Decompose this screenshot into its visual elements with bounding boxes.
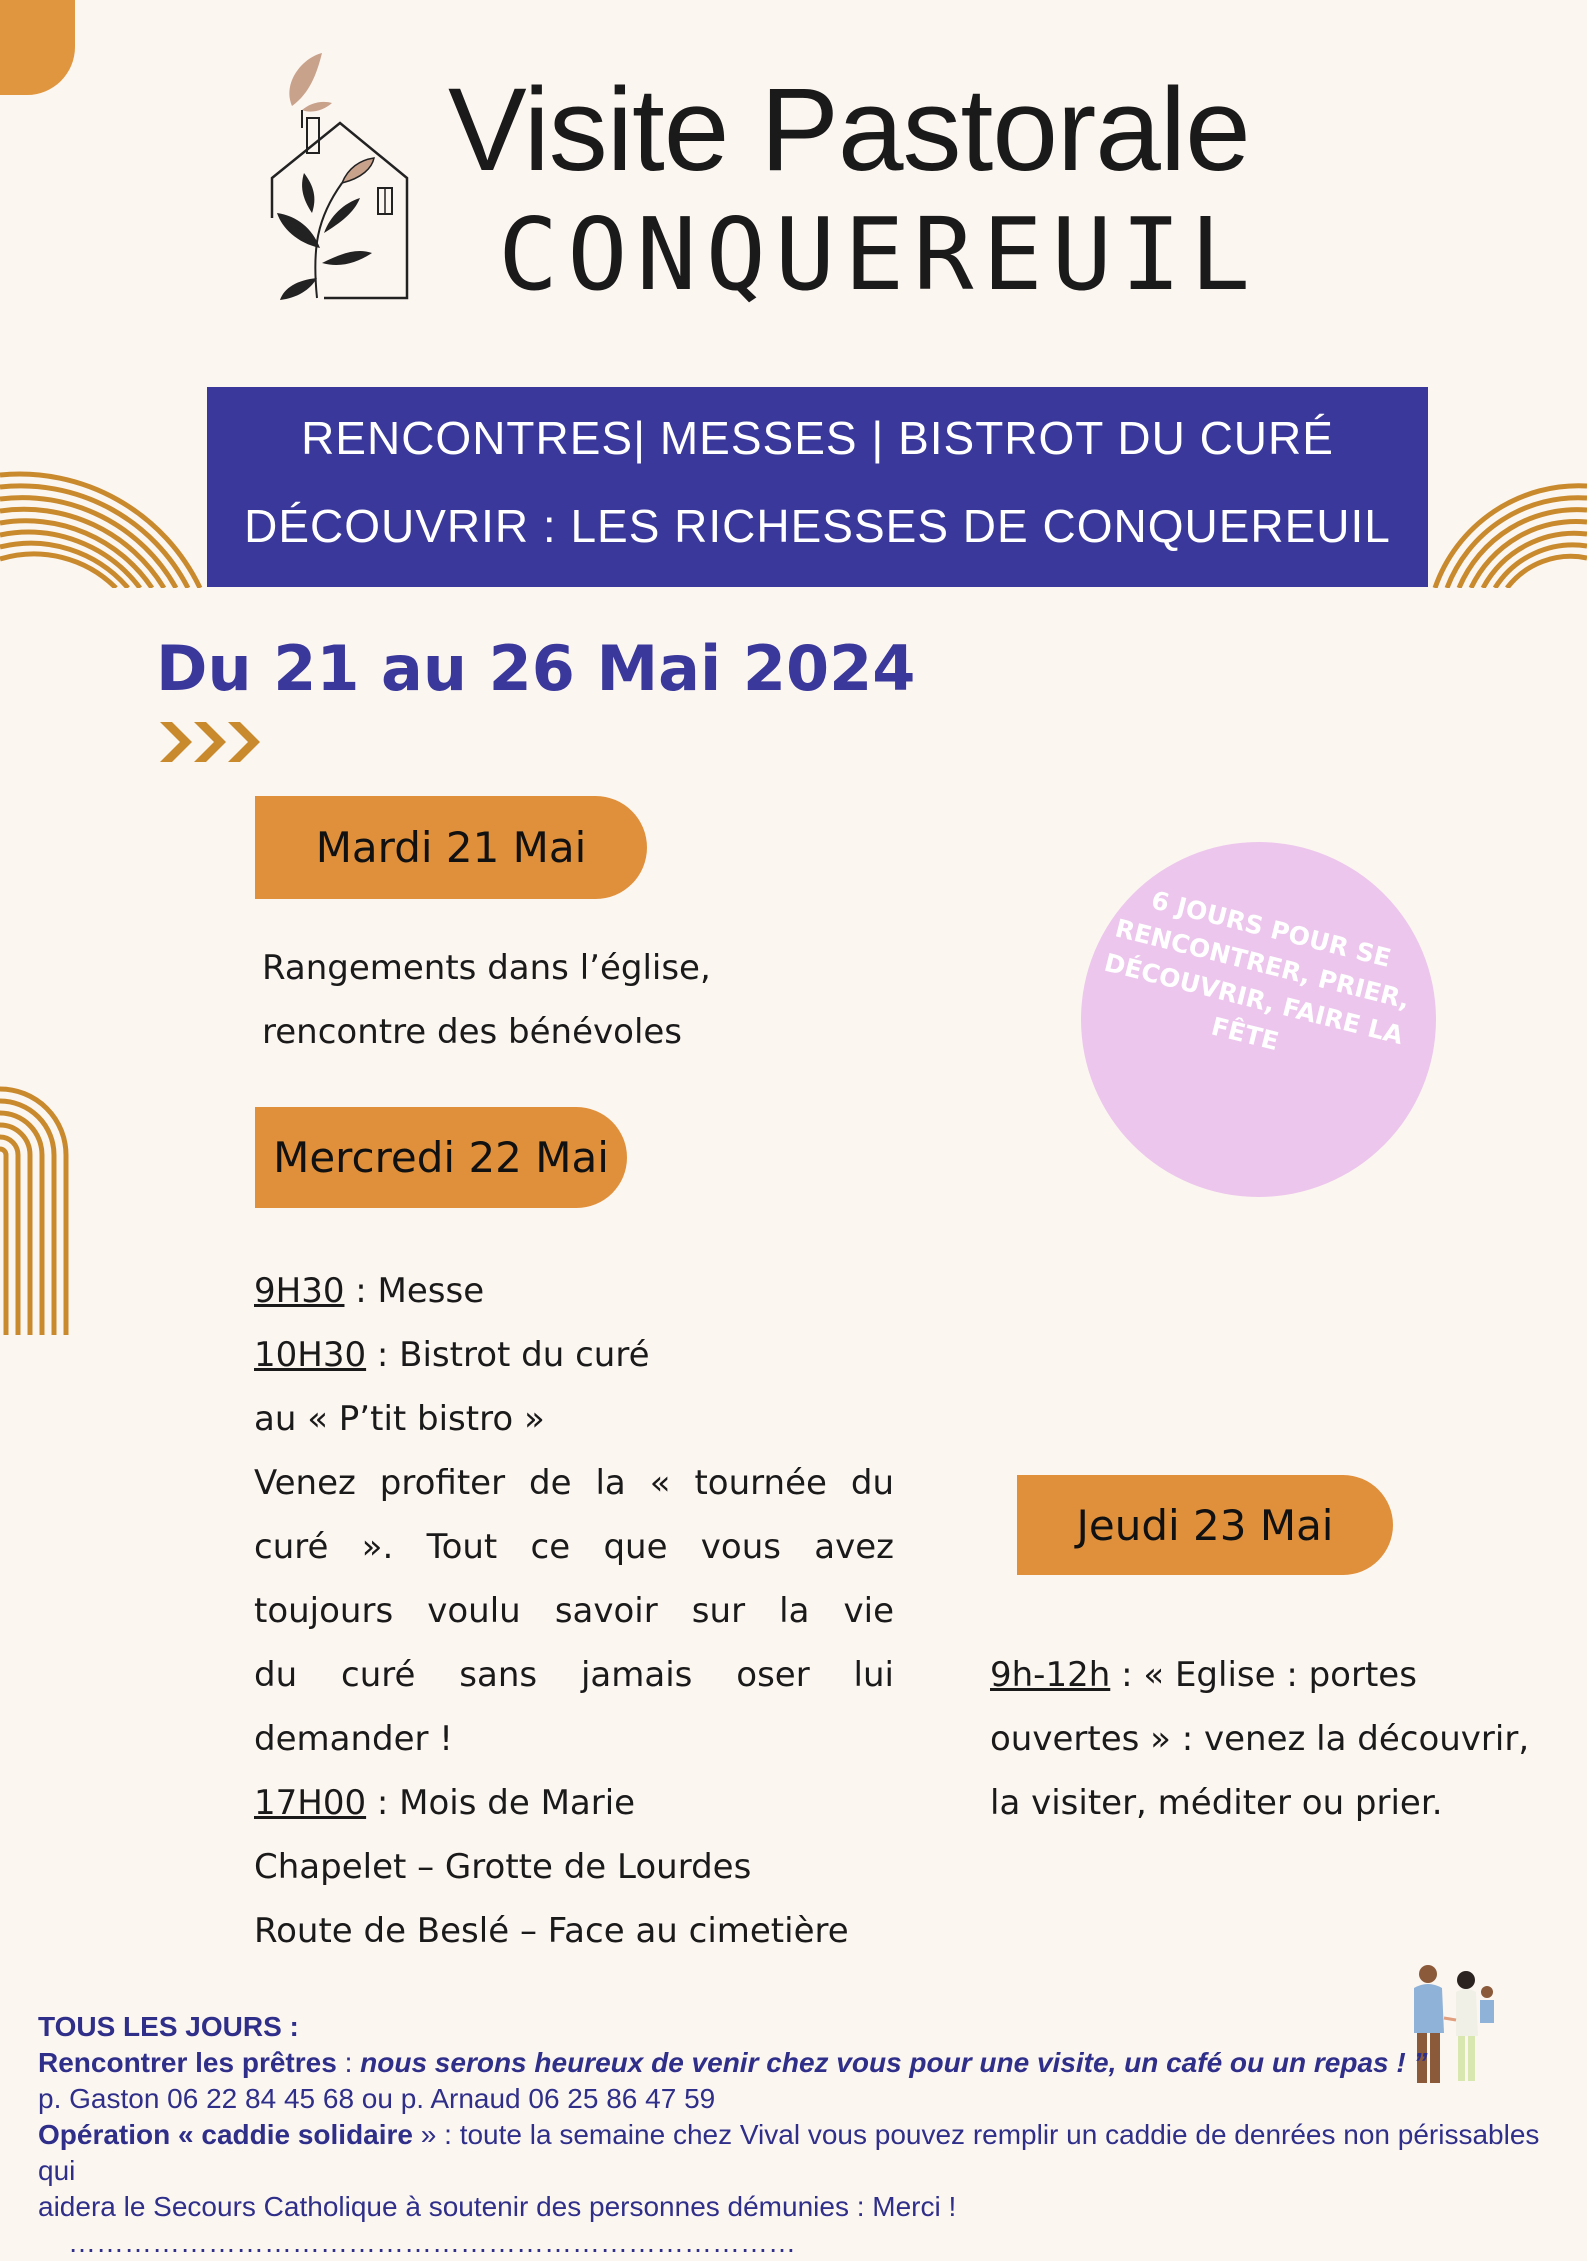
phones-line: p. Gaston 06 22 84 45 68 ou p. Arnaud 06 25 86 47 59 xyxy=(38,2083,716,2114)
paragraph-line-5: demander ! xyxy=(254,1719,453,1759)
marie-label: : Mois de Marie xyxy=(366,1783,636,1823)
chapelet-line: Chapelet – Grotte de Lourdes xyxy=(254,1847,752,1887)
footer-dots: …………………………………………………………………… xyxy=(68,2227,796,2258)
paragraph-line-2: curé ». Tout ce que vous avez xyxy=(254,1527,894,1567)
caddie-label: Opération « caddie solidaire xyxy=(38,2119,414,2150)
jeudi-line-1-text: : « Eglise : portes xyxy=(1110,1655,1417,1695)
mercredi-row-mass xyxy=(254,1259,894,1323)
topics-banner xyxy=(207,387,1428,587)
paragraph-line-1: Venez profiter de la « tournée du xyxy=(254,1463,894,1503)
jeudi-line-2: ouvertes » : venez la découvrir, xyxy=(990,1719,1530,1759)
corner-blob xyxy=(0,0,75,95)
time-17h00: 17H00 xyxy=(254,1783,367,1823)
priests-quote: nous serons heureux de venir chez vous pour une visite, un café ou un repas ! ” xyxy=(360,2047,1428,2078)
bistro-location: au « P’tit bistro » xyxy=(254,1399,545,1439)
mercredi-row-marie xyxy=(254,1771,894,1835)
priests-label: Rencontrer les prêtres xyxy=(38,2047,337,2078)
chevrons-icon xyxy=(160,716,270,768)
time-9h30: 9H30 xyxy=(254,1271,345,1311)
banner-line-2: DÉCOUVRIR : LES RICHESSES DE CONQUEREUIL xyxy=(244,500,1391,552)
footer xyxy=(38,2009,1578,2261)
caddie-text-1: » : toute la semaine chez Vival vous pouvez remplir un caddie de denrées non périssables qui xyxy=(38,2119,1540,2186)
paragraph-line-3: toujours voulu savoir sur la vie xyxy=(254,1591,894,1631)
jeudi-description xyxy=(990,1643,1529,1835)
right-arch-decoration xyxy=(1430,482,1587,588)
mercredi-schedule xyxy=(254,1259,894,1963)
page-title: Visite Pastorale xyxy=(448,64,1250,196)
page-subtitle: CONQUEREUIL xyxy=(498,196,1260,313)
banner-line-1: RENCONTRES| MESSES | BISTROT DU CURÉ xyxy=(301,412,1334,464)
priests-line xyxy=(38,2045,1578,2081)
mardi-line-2: rencontre des bénévoles xyxy=(262,1012,683,1052)
paragraph-line-4: du curé sans jamais oser lui xyxy=(254,1655,894,1695)
footer-heading: TOUS LES JOURS : xyxy=(38,2011,299,2042)
jeudi-pill: Jeudi 23 Mai xyxy=(1017,1475,1393,1575)
mardi-line-1: Rangements dans l’église, xyxy=(262,948,711,988)
caddie-line xyxy=(38,2117,1578,2189)
route-line: Route de Beslé – Face au cimetière xyxy=(254,1911,849,1951)
mass-label: : Messe xyxy=(344,1271,485,1311)
time-10h30: 10H30 xyxy=(254,1335,367,1375)
priests-separator: : xyxy=(336,2047,361,2078)
time-9h-12h: 9h-12h xyxy=(990,1655,1111,1695)
left-side-arches xyxy=(0,1085,72,1335)
caddie-line-2: aidera le Secours Catholique à soutenir des personnes démunies : Merci ! xyxy=(38,2191,957,2222)
mardi-pill: Mardi 21 Mai xyxy=(255,796,647,899)
mardi-description xyxy=(262,936,711,1064)
jeudi-line-3: la visiter, méditer ou prier. xyxy=(990,1783,1443,1823)
mercredi-row-bistrot xyxy=(254,1323,894,1387)
mercredi-pill: Mercredi 22 Mai xyxy=(255,1107,627,1208)
left-arch-decoration xyxy=(0,468,210,588)
date-range: Du 21 au 26 Mai 2024 xyxy=(156,632,916,705)
jeudi-row-1 xyxy=(990,1643,1529,1707)
highlight-circle-text: 6 JOURS POUR SE RENCONTRER, PRIER, DÉCOUVRIR, FAIRE LA FÊTE xyxy=(1101,885,1413,1057)
bistrot-label: : Bistrot du curé xyxy=(366,1335,650,1375)
house-plant-icon xyxy=(262,48,422,308)
